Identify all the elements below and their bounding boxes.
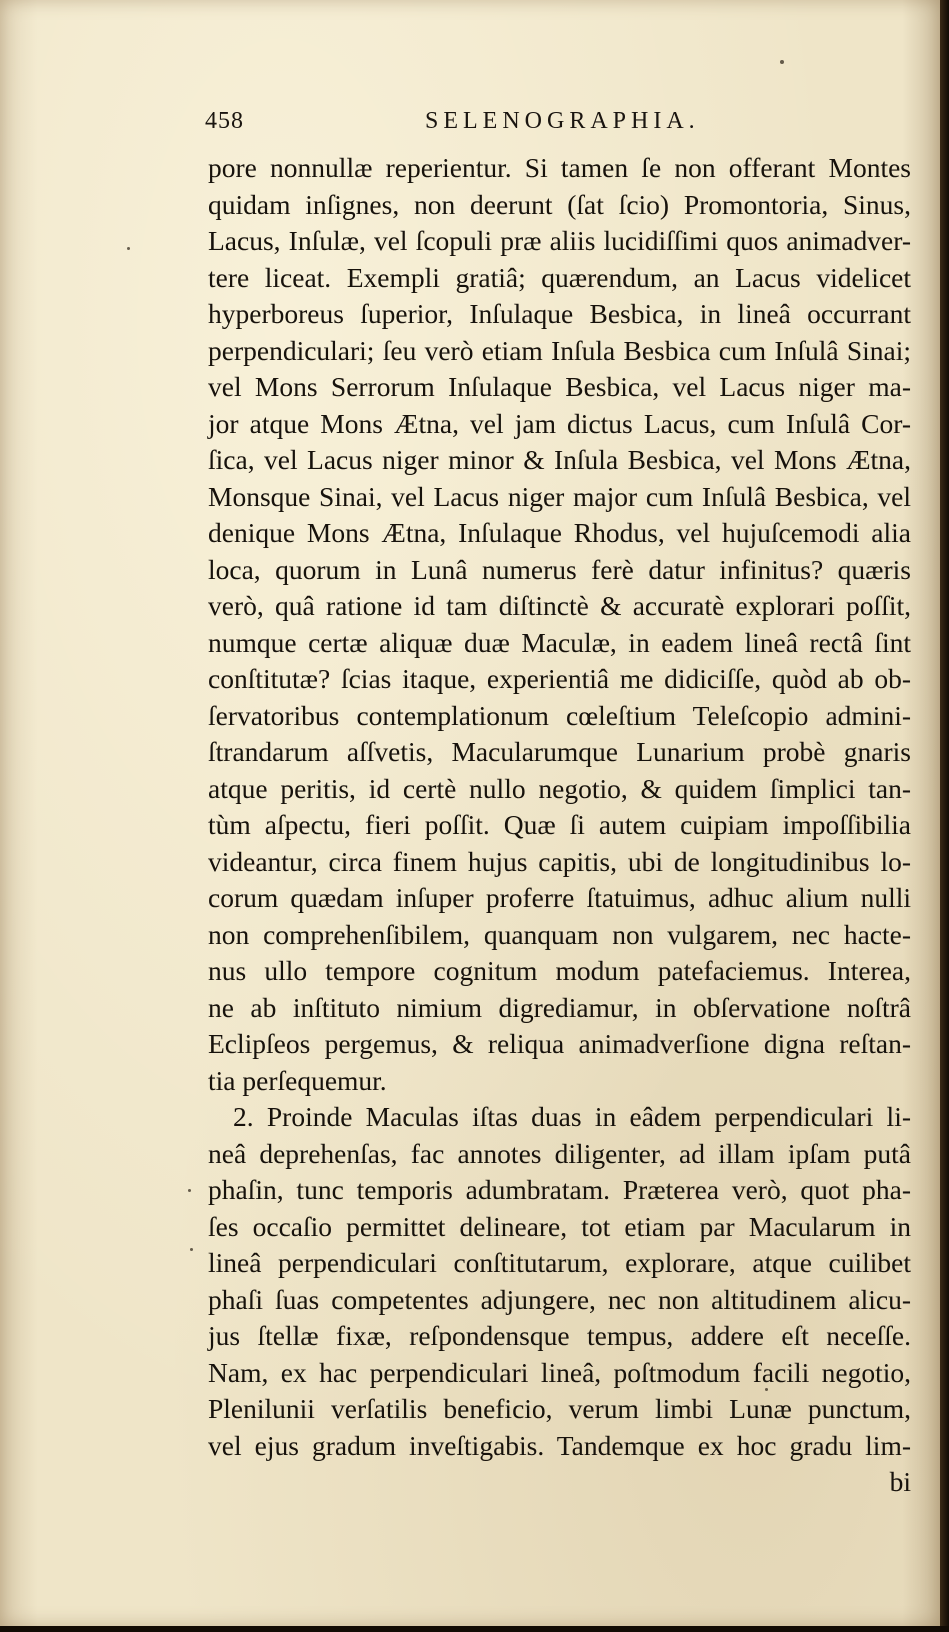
text-line: quidam inſignes, non deerunt (ſat ſcio) Promontoria, Sinus, xyxy=(208,188,911,220)
text-line: phaſi ſuas competentes adjungere, nec non altitudinem alicu- xyxy=(208,1283,911,1315)
ink-speck xyxy=(190,1248,193,1251)
ink-speck xyxy=(765,1388,768,1391)
text-line: corum quædam inſuper proferre ſtatuimus, adhuc alium nulli xyxy=(208,882,911,913)
text-line: ſtrandarum aſſvetis, Macularumque Lunarium probè gnaris xyxy=(208,736,911,767)
ink-speck xyxy=(188,1189,191,1192)
text-line: Plenilunii verſatilis beneficio, verum limbi Lunæ punctum, xyxy=(208,1393,911,1424)
catchword: bi xyxy=(889,1466,911,1497)
text-line: ſica, vel Lacus niger minor & Inſula Besbica, vel Mons Ætna, xyxy=(208,444,911,475)
body-text xyxy=(208,150,911,1501)
text-line: tere liceat. Exempli gratiâ; quærendum, an Lacus videlicet xyxy=(208,261,911,293)
book-edge-bottom xyxy=(0,1626,949,1632)
paragraph-start-line: 2. Proinde Maculas iſtas duas in eâdem perpendiculari li- xyxy=(233,1101,911,1132)
text-line: videantur, circa finem hujus capitis, ubi de longitudinibus lo- xyxy=(208,845,911,877)
text-line: tùm aſpectu, fieri poſſit. Quæ ſi autem cuipiam impoſſibilia xyxy=(208,809,911,840)
text-line: perpendiculari; ſeu verò etiam Inſula Besbica cum Inſulâ Sinai; xyxy=(208,334,911,366)
text-line: Nam, ex hac perpendiculari lineâ, poſtmodum facili negotio, xyxy=(208,1356,911,1388)
text-line: hyperboreus ſuperior, Inſulaque Besbica, in lineâ occurrant xyxy=(208,298,911,329)
text-line: ne ab inſtituto nimium digrediamur, in obſervatione noſtrâ xyxy=(208,991,911,1023)
text-line: phaſin, tunc temporis adumbratam. Præterea verò, quot pha- xyxy=(208,1174,911,1205)
text-line: vel Mons Serrorum Inſulaque Besbica, vel Lacus niger ma- xyxy=(208,371,911,402)
text-line: Eclipſeos pergemus, & reliqua animadverſione digna reſtan- xyxy=(208,1028,911,1059)
text-line: vel ejus gradum inveſtigabis. Tandemque ex hoc gradu lim- xyxy=(208,1429,911,1461)
text-line: loca, quorum in Lunâ numerus ferè datur infinitus? quæris xyxy=(208,553,911,585)
text-line: Lacus, Inſulæ, vel ſcopuli præ aliis lucidiſſimi quos animadver- xyxy=(208,225,911,256)
text-line: jor atque Mons Ætna, vel jam dictus Lacus, cum Inſulâ Cor- xyxy=(208,407,911,439)
text-line: ſervatoribus contemplationum cœleſtium Teleſcopio admini- xyxy=(208,699,911,731)
text-line: neâ deprehenſas, fac annotes diligenter, ad illam ipſam putâ xyxy=(208,1137,911,1169)
running-title: SELENOGRAPHIA. xyxy=(425,108,700,134)
text-line: conſtitutæ? ſcias itaque, experientiâ me didiciſſe, quòd ab ob- xyxy=(208,663,911,694)
page-header xyxy=(205,108,905,142)
text-line: atque peritis, id certè nullo negotio, & quidem ſimplici tan- xyxy=(208,772,911,804)
text-line: lineâ perpendiculari conſtitutarum, explorare, atque cuilibet xyxy=(208,1247,911,1278)
text-line: jus ſtellæ fixæ, reſpondensque tempus, addere eſt neceſſe. xyxy=(208,1320,911,1351)
text-line: tia perſequemur. xyxy=(208,1064,387,1096)
text-line: denique Mons Ætna, Inſulaque Rhodus, vel hujuſcemodi alia xyxy=(208,517,911,548)
text-line: nus ullo tempore cognitum modum patefaciemus. Interea, xyxy=(208,955,911,986)
text-line: verò, quâ ratione id tam diſtinctè & accuratè explorari poſſit, xyxy=(208,590,911,621)
text-line: ſes occaſio permittet delineare, tot etiam par Macularum in xyxy=(208,1210,911,1242)
text-line: pore nonnullæ reperientur. Si tamen ſe non offerant Montes xyxy=(208,152,911,183)
text-line: non comprehenſibilem, quanquam non vulgarem, nec hacte- xyxy=(208,918,911,950)
ink-speck xyxy=(127,247,130,250)
text-line: Monsque Sinai, vel Lacus niger major cum Inſulâ Besbica, vel xyxy=(208,480,911,512)
ink-speck xyxy=(780,60,784,64)
text-line: numque certæ aliquæ duæ Maculæ, in eadem lineâ rectâ ſint xyxy=(208,626,911,658)
book-edge xyxy=(940,0,949,1632)
page-number: 458 xyxy=(205,108,244,134)
